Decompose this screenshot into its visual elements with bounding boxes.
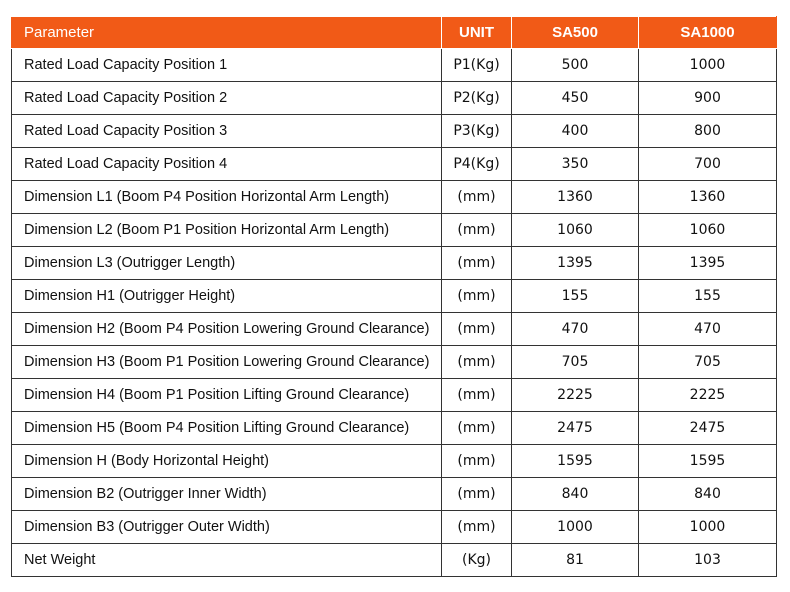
table-row xyxy=(12,280,777,313)
table-row xyxy=(12,412,777,445)
header-model-sa1000: SA1000 xyxy=(639,17,777,49)
table-row xyxy=(12,379,777,412)
table-row xyxy=(12,445,777,478)
cell-sa500: 1360 xyxy=(512,181,639,214)
table-header-row xyxy=(12,17,777,49)
cell-sa1000: 103 xyxy=(639,544,777,577)
cell-parameter: Dimension L3 (Outrigger Length) xyxy=(12,247,442,280)
cell-parameter: Dimension B2 (Outrigger Inner Width) xyxy=(12,478,442,511)
cell-parameter: Dimension B3 (Outrigger Outer Width) xyxy=(12,511,442,544)
cell-sa1000: 700 xyxy=(639,148,777,181)
cell-sa500: 705 xyxy=(512,346,639,379)
cell-parameter: Rated Load Capacity Position 1 xyxy=(12,49,442,82)
spec-table-container xyxy=(11,16,776,577)
header-model-sa500: SA500 xyxy=(512,17,639,49)
table-row xyxy=(12,181,777,214)
cell-sa1000: 2475 xyxy=(639,412,777,445)
cell-sa500: 2225 xyxy=(512,379,639,412)
cell-parameter: Net Weight xyxy=(12,544,442,577)
table-row xyxy=(12,544,777,577)
cell-sa500: 470 xyxy=(512,313,639,346)
header-unit: UNIT xyxy=(442,17,512,49)
cell-parameter: Dimension L1 (Boom P4 Position Horizontal Arm Length) xyxy=(12,181,442,214)
cell-sa500: 450 xyxy=(512,82,639,115)
cell-sa1000: 1360 xyxy=(639,181,777,214)
table-row xyxy=(12,247,777,280)
table-row xyxy=(12,115,777,148)
cell-sa500: 1595 xyxy=(512,445,639,478)
cell-sa500: 81 xyxy=(512,544,639,577)
cell-sa1000: 1595 xyxy=(639,445,777,478)
cell-unit: P1(Kg) xyxy=(442,49,512,82)
cell-unit: (mm) xyxy=(442,478,512,511)
cell-sa500: 1395 xyxy=(512,247,639,280)
cell-sa1000: 1395 xyxy=(639,247,777,280)
cell-sa1000: 155 xyxy=(639,280,777,313)
cell-parameter: Dimension H1 (Outrigger Height) xyxy=(12,280,442,313)
cell-parameter: Rated Load Capacity Position 2 xyxy=(12,82,442,115)
cell-sa1000: 1000 xyxy=(639,49,777,82)
cell-unit: (Kg) xyxy=(442,544,512,577)
cell-parameter: Rated Load Capacity Position 4 xyxy=(12,148,442,181)
cell-sa500: 400 xyxy=(512,115,639,148)
cell-parameter: Rated Load Capacity Position 3 xyxy=(12,115,442,148)
table-row xyxy=(12,82,777,115)
table-row xyxy=(12,478,777,511)
cell-sa1000: 840 xyxy=(639,478,777,511)
cell-unit: (mm) xyxy=(442,280,512,313)
cell-sa500: 2475 xyxy=(512,412,639,445)
cell-parameter: Dimension H4 (Boom P1 Position Lifting Ground Clearance) xyxy=(12,379,442,412)
cell-unit: (mm) xyxy=(442,346,512,379)
table-row xyxy=(12,49,777,82)
cell-sa1000: 705 xyxy=(639,346,777,379)
cell-parameter: Dimension H3 (Boom P1 Position Lowering Ground Clearance) xyxy=(12,346,442,379)
cell-unit: (mm) xyxy=(442,214,512,247)
cell-sa1000: 1000 xyxy=(639,511,777,544)
cell-sa500: 350 xyxy=(512,148,639,181)
cell-sa1000: 2225 xyxy=(639,379,777,412)
table-row xyxy=(12,313,777,346)
cell-sa500: 500 xyxy=(512,49,639,82)
header-parameter: Parameter xyxy=(12,17,442,49)
cell-sa500: 1060 xyxy=(512,214,639,247)
cell-sa1000: 470 xyxy=(639,313,777,346)
cell-unit: (mm) xyxy=(442,181,512,214)
table-row xyxy=(12,148,777,181)
cell-unit: (mm) xyxy=(442,379,512,412)
table-row xyxy=(12,346,777,379)
cell-parameter: Dimension H (Body Horizontal Height) xyxy=(12,445,442,478)
cell-unit: P4(Kg) xyxy=(442,148,512,181)
cell-sa1000: 900 xyxy=(639,82,777,115)
cell-sa1000: 800 xyxy=(639,115,777,148)
cell-unit: (mm) xyxy=(442,511,512,544)
cell-unit: P3(Kg) xyxy=(442,115,512,148)
cell-sa500: 1000 xyxy=(512,511,639,544)
cell-parameter: Dimension L2 (Boom P1 Position Horizontal Arm Length) xyxy=(12,214,442,247)
table-body xyxy=(12,49,777,577)
cell-unit: (mm) xyxy=(442,412,512,445)
table-row xyxy=(12,511,777,544)
cell-unit: P2(Kg) xyxy=(442,82,512,115)
cell-parameter: Dimension H2 (Boom P4 Position Lowering Ground Clearance) xyxy=(12,313,442,346)
table-row xyxy=(12,214,777,247)
cell-unit: (mm) xyxy=(442,313,512,346)
cell-sa500: 840 xyxy=(512,478,639,511)
cell-sa1000: 1060 xyxy=(639,214,777,247)
cell-parameter: Dimension H5 (Boom P4 Position Lifting Ground Clearance) xyxy=(12,412,442,445)
spec-table xyxy=(11,16,777,577)
cell-unit: (mm) xyxy=(442,445,512,478)
cell-sa500: 155 xyxy=(512,280,639,313)
cell-unit: (mm) xyxy=(442,247,512,280)
